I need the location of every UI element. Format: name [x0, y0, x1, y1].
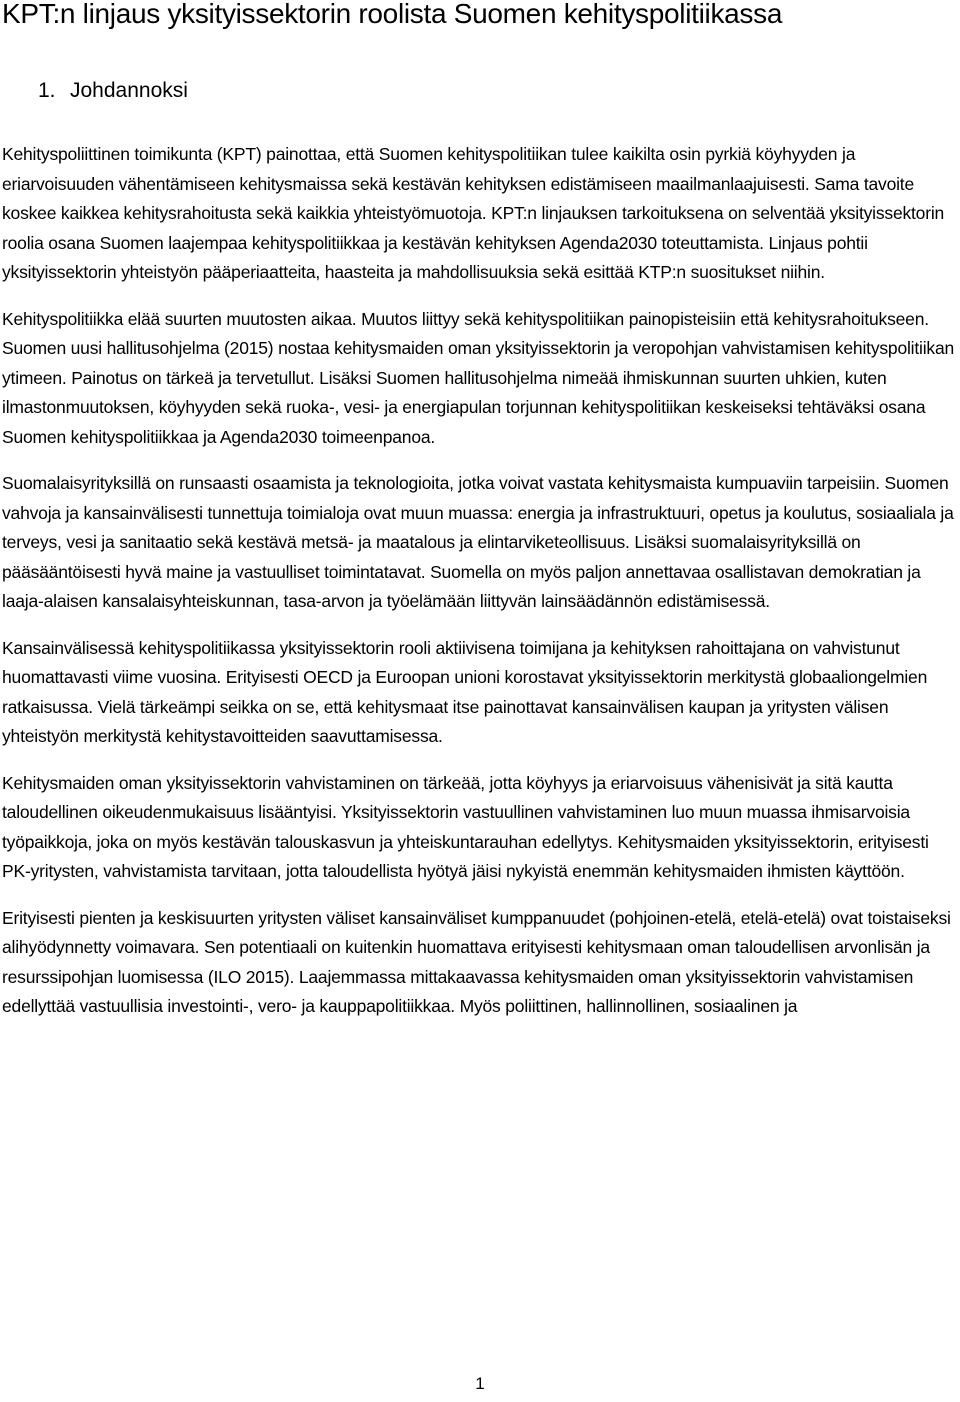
- paragraph-intro: Kehityspoliittinen toimikunta (KPT) painottaa, että Suomen kehityspolitiikan tulee kaikilta osin pyrkiä köyhyyden ja eriarvoisuuden vähentämiseen kehitysmaissa sekä kestävän kehityksen edistämiseen maailmanlaajuisesti. Sama tavoite koskee kaikkea kehitysrahoitusta sekä kaikkia yhteistyömuotoja. KPT:n linjauksen tarkoituksena on selventää yksityissektorin roolia osana Suomen laajempaa kehityspolitiikkaa ja kestävän kehityksen Agenda2030 toteuttamista. Linjaus pohtii yksityissektorin yhteistyön pääperiaatteita, haasteita ja mahdollisuuksia sekä esittää KTP:n suositukset niihin.: [2, 144, 945, 282]
- section-heading: [38, 76, 956, 106]
- section-number: 1.: [38, 79, 56, 102]
- section-title: Johdannoksi: [70, 79, 188, 102]
- page-number: 1: [475, 1374, 485, 1393]
- paragraph-international: Kansainvälisessä kehityspolitiikassa yksityissektorin rooli aktiivisena toimijana ja kehityksen rahoittajana on vahvistunut huomattavasti viime vuosina. Erityisesti OECD ja Euroopan unioni korostavat yksityissektorin merkitystä globaaliongelmien ratkaisussa. Vielä tärkeämpi seikka on se, että kehitysmaat itse painottavat kansainvälisen kaupan ja yritysten välisen yhteistyön merkitystä kehitystavoitteiden saavuttamisessa.: [2, 637, 928, 746]
- document-title: KPT:n linjaus yksityissektorin roolista Suomen kehityspolitiikassa: [2, 0, 783, 29]
- paragraph-finnish-companies: Suomalaisyrityksillä on runsaasti osaamista ja teknologioita, jotka voivat vastata kehitysmaista kumpuaviin tarpeisiin. Suomen vahvoja ja kansainvälisesti tunnettuja toimialoja ovat muun muassa: energia ja infrastruktuuri, opetus ja koulutus, sosiaaliala ja terveys, vesi ja sanitaatio sekä kestävä metsä- ja maatalous ja elintarviketeollisuus. Lisäksi suomalaisyrityksillä on pääsääntöisesti hyvä maine ja vastuulliset toimintatavat. Suomella on myös paljon annettavaa osallistavan demokratian ja laaja-alaisen kansalaisyhteiskunnan, tasa-arvon ja työelämään liittyvän lainsäädännön edistämisessä.: [2, 473, 954, 611]
- paragraph-partnerships: Erityisesti pienten ja keskisuurten yritysten väliset kansainväliset kumppanuudet (pohjoinen-etelä, etelä-etelä) ovat toistaiseksi alihyödynnetty voimavara. Sen potentiaali on kuitenkin huomattava erityisesti kehitysmaan oman taloudellisen arvonlisän ja resurssipohjan luomisessa (ILO 2015). Laajemmassa mittakaavassa kehitysmaiden oman yksityissektorin vahvistamisen edellyttää vastuullisia investointi-, vero- ja kauppapolitiikkaa. Myös poliittinen, hallinnollinen, sosiaalinen ja: [2, 907, 951, 1016]
- paragraph-strengthening: Kehitysmaiden oman yksityissektorin vahvistaminen on tärkeää, jotta köyhyys ja eriarvoisuus vähenisivät ja sitä kautta taloudellinen oikeudenmukaisuus lisääntyisi. Yksityissektorin vastuullinen vahvistaminen luo muun muassa ihmisarvoisia työpaikkoja, joka on myös kestävän talouskasvun ja yhteiskuntarauhan edellytys. Kehitysmaiden yksityissektorin, erityisesti PK-yritysten, vahvistamista tarvitaan, jotta taloudellista hyötyä jäisi nykyistä enemmän kehitysmaiden ihmisten käyttöön.: [2, 772, 929, 881]
- paragraph-changes: Kehityspolitiikka elää suurten muutosten aikaa. Muutos liittyy sekä kehityspolitiikan painopisteisiin että kehitysrahoitukseen. Suomen uusi hallitusohjelma (2015) nostaa kehitysmaiden oman yksityissektorin ja veropohjan vahvistamisen kehityspolitiikan ytimeen. Painotus on tärkeä ja tervetullut. Lisäksi Suomen hallitusohjelma nimeää ihmiskunnan suurten uhkien, kuten ilmastonmuutoksen, köyhyyden sekä ruoka-, vesi- ja energiapulan torjunnan kehityspolitiikan keskeiseksi tehtäväksi osana Suomen kehityspolitiikkaa ja Agenda2030 toimeenpanoa.: [2, 308, 955, 447]
